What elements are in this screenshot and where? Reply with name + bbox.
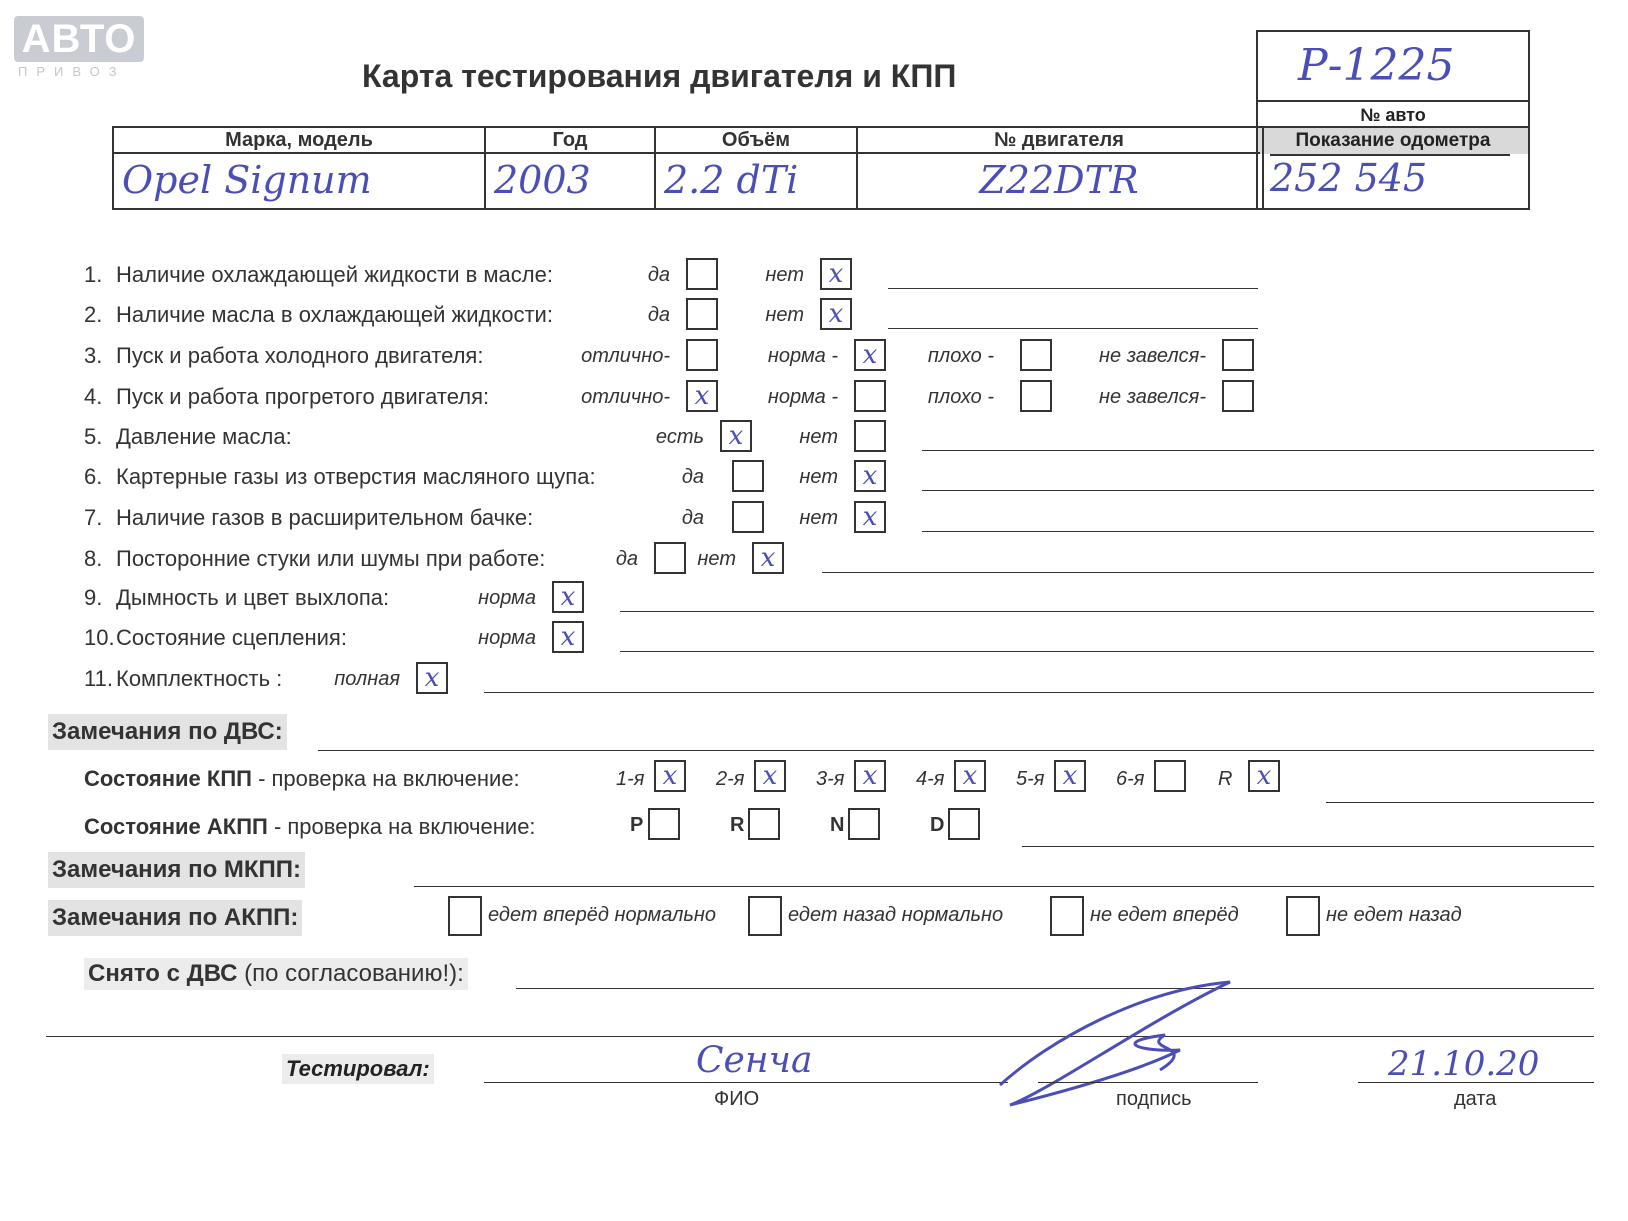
gear-label: 2-я (716, 768, 745, 790)
section-divider (46, 1036, 1594, 1037)
odometer-value: 252 545 (1270, 154, 1510, 200)
at-mode-checkbox[interactable] (948, 808, 980, 840)
page-title: Карта тестирования двигателя и КПП (362, 58, 957, 94)
option-checkbox[interactable] (820, 298, 852, 330)
option-label: отлично- (581, 345, 670, 367)
question-label: Посторонние стуки или шумы при работе: (116, 546, 546, 571)
mt-state-line[interactable] (1326, 802, 1594, 803)
at-mode-label: R (730, 814, 745, 836)
option-label: полная (334, 668, 400, 690)
remarks-mt-line[interactable] (414, 886, 1594, 887)
question-label: Картерные газы из отверстия масляного щупа: (116, 464, 596, 489)
check-mark: x (560, 582, 576, 612)
check-mark: x (560, 622, 576, 652)
logo (14, 16, 148, 79)
at-option-label: едет назад нормально (788, 904, 1004, 926)
question-label: Наличие газов в расширительном бачке: (116, 505, 534, 530)
question-text (84, 384, 489, 410)
option-label: плохо - (927, 386, 994, 408)
make-label: Марка, модель (114, 128, 484, 154)
answer-line[interactable] (888, 288, 1258, 289)
date-label: дата (1454, 1088, 1497, 1110)
option-checkbox[interactable] (854, 460, 886, 492)
question-label: Наличие масла в охлаждающей жидкости: (116, 302, 553, 327)
option-checkbox[interactable] (752, 542, 784, 574)
volume-cell (656, 128, 858, 208)
fio-label: ФИО (714, 1088, 760, 1110)
question-number: 1. (84, 262, 103, 287)
answer-line[interactable] (484, 692, 1594, 693)
option-checkbox[interactable] (1222, 339, 1254, 371)
engine-value: Z22DTR (979, 158, 1139, 202)
gear-checkbox[interactable] (754, 760, 786, 792)
volume-value: 2.2 dTi (664, 158, 799, 202)
fio-value: Сенча (696, 1040, 813, 1081)
check-mark: x (424, 663, 440, 693)
engine-cell (858, 128, 1260, 208)
check-mark: x (862, 461, 878, 491)
gear-label: 1-я (616, 768, 645, 790)
check-mark: x (828, 259, 844, 289)
question-label: Пуск и работа прогретого двигателя: (116, 384, 490, 409)
date-line[interactable] (1358, 1082, 1594, 1083)
question-text (84, 343, 483, 369)
option-label: нет (697, 548, 736, 570)
option-label: плохо - (927, 345, 994, 367)
logo-main: АВТО (14, 16, 144, 62)
volume-label: Объём (656, 128, 856, 154)
check-mark: x (1062, 761, 1078, 791)
option-label: не завелся- (1099, 345, 1206, 367)
tested-by-label: Тестировал: (282, 1054, 434, 1084)
at-option-checkbox[interactable] (1286, 896, 1320, 936)
answer-line[interactable] (922, 531, 1594, 532)
option-checkbox[interactable] (854, 420, 886, 452)
option-checkbox[interactable] (1020, 380, 1052, 412)
question-number: 9. (84, 585, 103, 610)
make-cell (114, 128, 486, 208)
question-label: Давление масла: (116, 424, 292, 449)
at-option-checkbox[interactable] (1050, 896, 1084, 936)
option-checkbox[interactable] (416, 662, 448, 694)
gear-checkbox[interactable] (654, 760, 686, 792)
option-label: нет (799, 507, 838, 529)
at-state-label (84, 814, 536, 840)
question-label: Комплектность : (116, 666, 283, 691)
option-checkbox[interactable] (820, 258, 852, 290)
question-label: Наличие охлаждающей жидкости в масле: (116, 262, 553, 287)
gear-label: 4-я (916, 768, 945, 790)
check-mark: x (862, 340, 878, 370)
question-text (84, 625, 347, 651)
option-label: норма - (767, 345, 838, 367)
remarks-engine-line[interactable] (318, 750, 1594, 751)
check-mark: x (862, 761, 878, 791)
question-label: Пуск и работа холодного двигателя: (116, 343, 484, 368)
question-label: Состояние сцепления: (116, 625, 347, 650)
removed-label (84, 958, 468, 990)
option-label: есть (655, 426, 704, 448)
option-label: да (615, 548, 638, 570)
option-checkbox[interactable] (1020, 339, 1052, 371)
at-mode-label: D (930, 814, 945, 836)
gear-checkbox[interactable] (854, 760, 886, 792)
at-option-label: не едет вперёд (1090, 904, 1239, 926)
option-label: нет (799, 426, 838, 448)
logo-sub: ПРИВОЗ (18, 64, 126, 79)
vehicle-id-box (1256, 30, 1530, 210)
question-number: 2. (84, 302, 103, 327)
question-number: 11. (84, 666, 113, 691)
question-text (84, 302, 553, 328)
check-mark: x (694, 381, 710, 411)
question-number: 10. (84, 625, 115, 650)
at-mode-checkbox[interactable] (648, 808, 680, 840)
question-text (84, 666, 282, 692)
check-mark: x (962, 761, 978, 791)
question-number: 5. (84, 424, 103, 449)
at-state-bold: Состояние АКПП (84, 814, 268, 839)
remarks-mt-heading: Замечания по МКПП: (48, 852, 305, 888)
at-option-checkbox[interactable] (448, 896, 482, 936)
option-label: норма (478, 587, 536, 609)
option-label: да (681, 507, 704, 529)
year-label: Год (486, 128, 654, 154)
remarks-engine-heading: Замечания по ДВС: (48, 714, 287, 750)
option-label: отлично- (581, 386, 670, 408)
option-checkbox[interactable] (552, 621, 584, 653)
gear-checkbox[interactable] (1248, 760, 1280, 792)
check-mark: x (760, 543, 776, 573)
question-number: 7. (84, 505, 103, 530)
mt-state-rest: - проверка на включение: (251, 766, 520, 791)
gear-label: 6-я (1116, 768, 1145, 790)
gear-label: 3-я (816, 768, 845, 790)
odometer-label: Показание одометра (1258, 126, 1528, 154)
mt-state-bold: Состояние КПП (84, 766, 252, 791)
at-mode-checkbox[interactable] (748, 808, 780, 840)
option-label: не завелся- (1099, 386, 1206, 408)
question-number: 8. (84, 546, 103, 571)
check-mark: x (662, 761, 678, 791)
question-text (84, 505, 533, 531)
engine-label: № двигателя (858, 128, 1260, 154)
answer-line[interactable] (620, 611, 1594, 612)
vehicle-id-label: № авто (1258, 100, 1528, 128)
at-mode-checkbox[interactable] (848, 808, 880, 840)
removed-bold: Снято с ДВС (88, 960, 238, 987)
option-label: норма - (767, 386, 838, 408)
answer-line[interactable] (888, 328, 1258, 329)
question-text (84, 546, 545, 572)
remarks-at-heading: Замечания по АКПП: (48, 900, 302, 936)
signature-line[interactable] (1038, 1082, 1258, 1083)
option-checkbox[interactable] (552, 581, 584, 613)
check-mark: x (728, 421, 744, 451)
question-text (84, 262, 553, 288)
at-state-line[interactable] (1022, 846, 1594, 847)
vehicle-id-value: Р-1225 (1298, 40, 1455, 91)
option-label: нет (765, 304, 804, 326)
option-label: да (647, 264, 670, 286)
at-option-label: не едет назад (1326, 904, 1462, 926)
gear-label: 5-я (1016, 768, 1045, 790)
option-label: да (647, 304, 670, 326)
answer-line[interactable] (822, 572, 1594, 573)
question-text (84, 424, 292, 450)
question-text (84, 585, 389, 611)
check-mark: x (1256, 761, 1272, 791)
signature-label: подпись (1116, 1088, 1192, 1110)
make-value: Opel Signum (122, 158, 372, 202)
year-value: 2003 (494, 158, 591, 202)
answer-line[interactable] (620, 651, 1594, 652)
check-mark: x (828, 299, 844, 329)
year-cell (486, 128, 656, 208)
gear-label: R (1218, 768, 1233, 790)
at-option-checkbox[interactable] (748, 896, 782, 936)
option-label: норма (478, 627, 536, 649)
option-checkbox[interactable] (1222, 380, 1254, 412)
question-label: Дымность и цвет выхлопа: (116, 585, 390, 610)
at-mode-label: N (830, 814, 845, 836)
question-number: 3. (84, 343, 103, 368)
check-mark: x (762, 761, 778, 791)
answer-line[interactable] (922, 450, 1594, 451)
gear-checkbox[interactable] (954, 760, 986, 792)
gear-checkbox[interactable] (1054, 760, 1086, 792)
option-label: да (681, 466, 704, 488)
check-mark: x (862, 502, 878, 532)
date-value: 21.10.20 (1388, 1044, 1540, 1084)
fio-line[interactable] (484, 1082, 1008, 1083)
option-checkbox[interactable] (854, 501, 886, 533)
question-number: 4. (84, 384, 103, 409)
mt-state-label (84, 766, 520, 792)
question-text (84, 464, 596, 490)
question-number: 6. (84, 464, 103, 489)
gear-checkbox[interactable] (1154, 760, 1186, 792)
at-mode-label: P (630, 814, 644, 836)
answer-line[interactable] (922, 490, 1594, 491)
removed-rest: (по согласованию!): (237, 960, 464, 987)
option-label: нет (765, 264, 804, 286)
at-state-rest: - проверка на включение: (267, 814, 536, 839)
at-option-label: едет вперёд нормально (488, 904, 717, 926)
vehicle-header-table (112, 126, 1264, 210)
option-label: нет (799, 466, 838, 488)
